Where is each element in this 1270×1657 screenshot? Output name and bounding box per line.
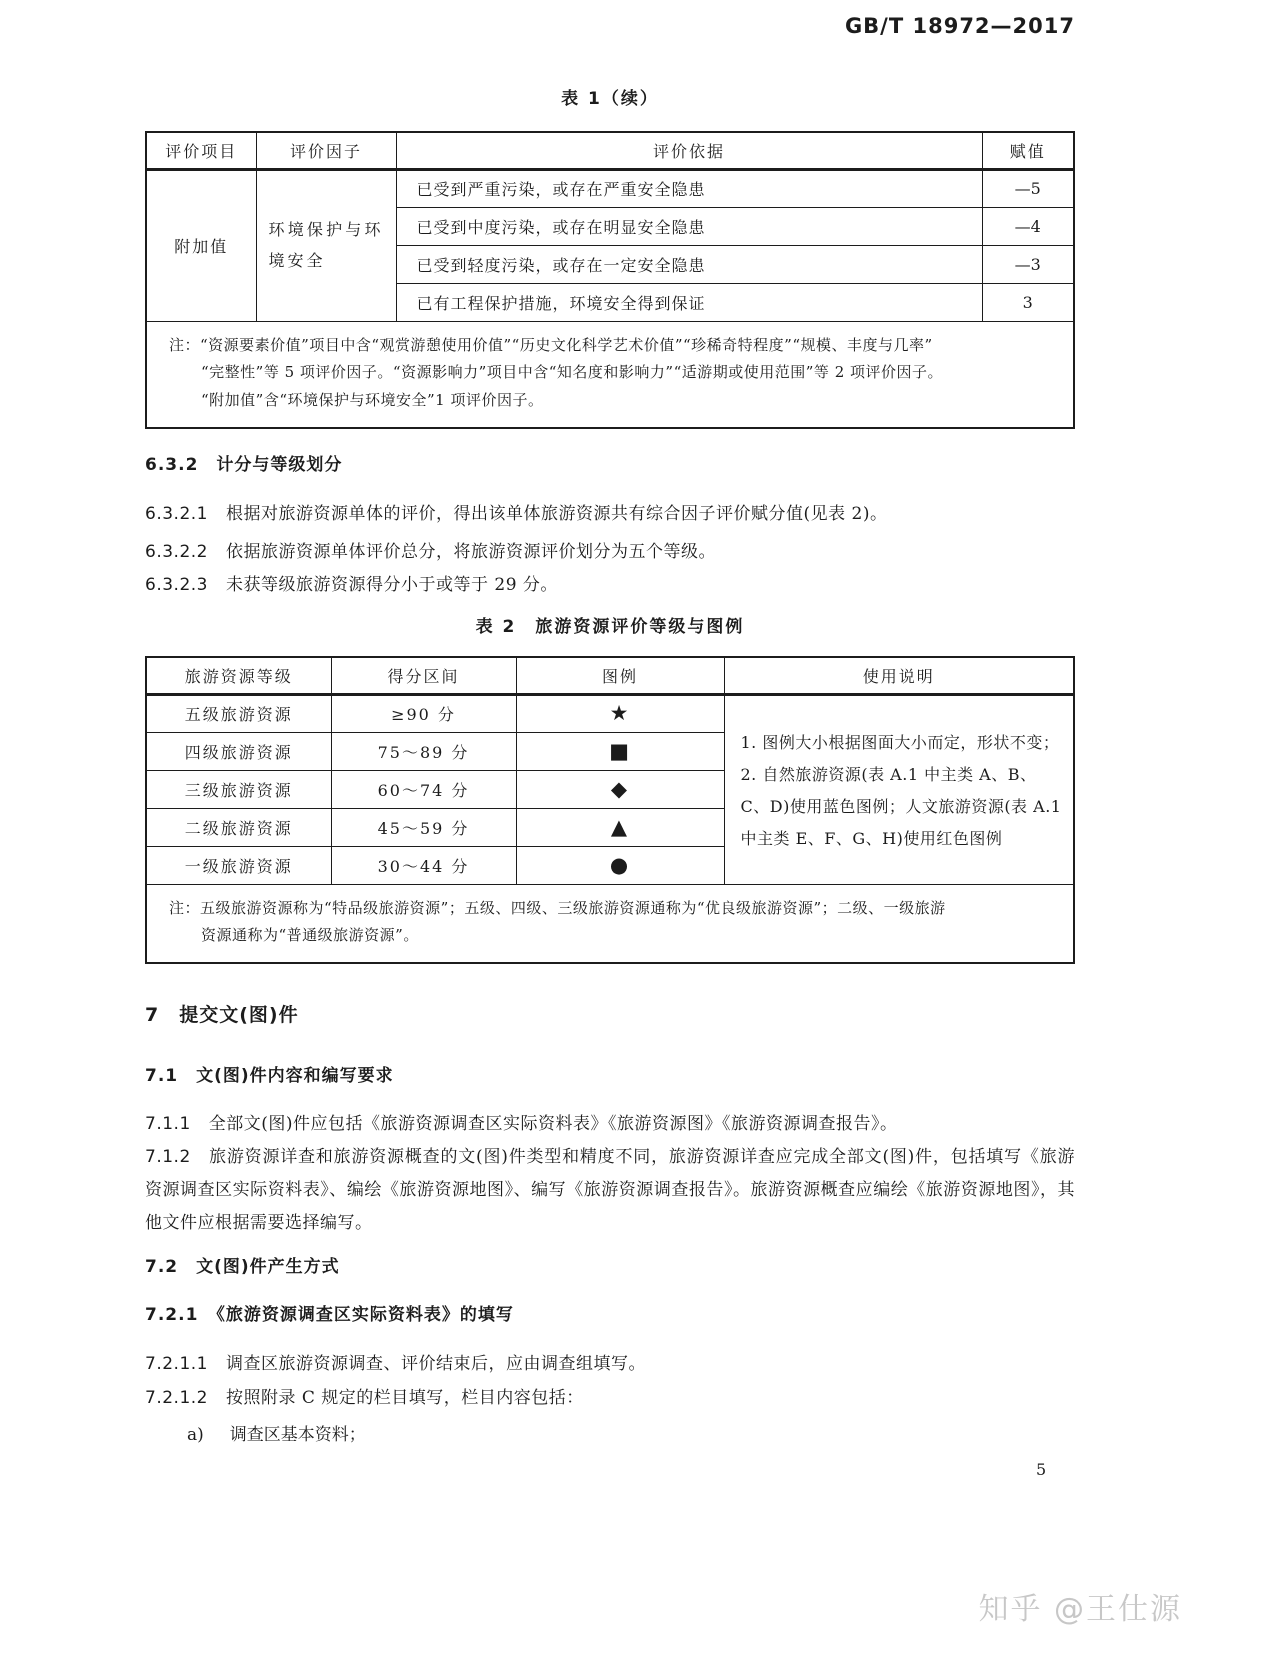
clause-text: 根据对旅游资源单体的评价，得出该单体旅游资源共有综合因子评价赋分值(见表 2)。 <box>225 504 888 524</box>
table1-header-value: 赋值 <box>982 132 1074 169</box>
table2-note-line: 注：五级旅游资源称为“特品级旅游资源”；五级、四级、三级旅游资源通称为“优良级旅游资源”；二级、一级旅游 <box>169 898 946 917</box>
table1-note <box>146 321 1074 428</box>
table2-header-level: 旅游资源等级 <box>146 657 331 694</box>
table1-title: 表 1（续） <box>561 89 659 109</box>
list-item-a <box>145 1420 1075 1445</box>
list-item-text: 调查区基本资料； <box>229 1425 366 1445</box>
clause-text: 全部文(图)件应包括《旅游资源调查区实际资料表》《旅游资源图》《旅游资源调查报告》。 <box>208 1114 898 1134</box>
document-number: GB/T 18972—2017 <box>844 14 1075 38</box>
table1-value-cell: —3 <box>982 245 1074 283</box>
table2-header-range: 得分区间 <box>331 657 516 694</box>
table1-basis-cell: 已受到严重污染，或存在严重安全隐患 <box>396 169 982 207</box>
page-number: 5 <box>1036 1460 1047 1479</box>
table1-note-line: “完整性”等 5 项评价因子。“资源影响力”项目中含“知名度和影响力”“适游期或使用范围”等 2 项评价因子。 <box>201 363 944 382</box>
clause-text: 调查区旅游资源调查、评价结束后，应由调查组填写。 <box>225 1354 646 1374</box>
table1-note-row <box>146 321 1074 428</box>
section-7-2-1-heading: 7.2.1 《旅游资源调查区实际资料表》的填写 <box>145 1305 514 1325</box>
clause-text: 依据旅游资源单体评价总分，将旅游资源评价划分为五个等级。 <box>225 542 716 562</box>
table2-range-cell: 75～89 分 <box>331 732 516 770</box>
table2-range-cell: 45～59 分 <box>331 808 516 846</box>
table2-range-cell: 30～44 分 <box>331 846 516 884</box>
table1-basis-cell: 已有工程保护措施，环境安全得到保证 <box>396 283 982 321</box>
section-7-1-heading: 7.1 文(图)件内容和编写要求 <box>145 1066 394 1086</box>
table1-note-line: 注：“资源要素价值”项目中含“观赏游憩使用价值”“历史文化科学艺术价值”“珍稀奇特程度”“规模、丰度与几率” <box>169 335 933 354</box>
table1-project-cell: 附加值 <box>146 169 256 321</box>
table1-basis-cell: 已受到中度污染，或存在明显安全隐患 <box>396 207 982 245</box>
clause-number: 7.1.1 <box>145 1114 191 1134</box>
table2-level-cell: 四级旅游资源 <box>146 732 331 770</box>
table-row <box>146 169 1074 207</box>
table2-level-cell: 二级旅游资源 <box>146 808 331 846</box>
clause-number: 6.3.2.2 <box>145 542 208 562</box>
usage-line: 1. 图例大小根据图面大小而定，形状不变； <box>740 732 1060 752</box>
section-7-heading: 7 提交文(图)件 <box>145 1004 299 1026</box>
clause-text: 旅游资源详查和旅游资源概查的文(图)件类型和精度不同，旅游资源详查应完成全部文(图)件，包括填写《旅游资源调查区实际资料表》、编绘《旅游资源地图》、编写《旅游资源调查报告》。旅游资源概查应编绘《旅游资源地图》，其他文件应根据需要选择编写。 <box>145 1147 1075 1234</box>
table2-header-usage: 使用说明 <box>724 657 1074 694</box>
table2-title: 表 2 旅游资源评价等级与图例 <box>475 617 745 637</box>
table1-header-project: 评价项目 <box>146 132 256 169</box>
table2-level-cell: 一级旅游资源 <box>146 846 331 884</box>
paragraph-7-2-1-1 <box>145 1348 1075 1381</box>
paragraph-6-3-2-1 <box>145 498 1075 531</box>
watermark: 知乎 @王仕源 <box>978 1592 1182 1627</box>
legend-triangle-icon: ▲ <box>516 808 724 846</box>
table1-value-cell: —5 <box>982 169 1074 207</box>
clause-number: 6.3.2.3 <box>145 575 208 595</box>
paragraph-7-1-1 <box>145 1108 1075 1141</box>
table2-note-row <box>146 884 1074 963</box>
table2-note <box>146 884 1074 963</box>
table1-header-factor: 评价因子 <box>256 132 396 169</box>
table1 <box>145 131 1075 429</box>
table2-usage-cell <box>724 694 1074 884</box>
legend-star-icon: ★ <box>516 694 724 732</box>
legend-square-icon: ■ <box>516 732 724 770</box>
section-6-3-2-heading: 6.3.2 计分与等级划分 <box>145 455 343 475</box>
clause-number: 7.1.2 <box>145 1147 191 1167</box>
legend-circle-icon: ● <box>516 846 724 884</box>
table2-note-line: 资源通称为“普通级旅游资源”。 <box>201 926 419 945</box>
clause-number: 7.2.1.2 <box>145 1388 208 1408</box>
paragraph-6-3-2-2 <box>145 536 1075 569</box>
table1-factor-cell: 环境保护与环境安全 <box>256 169 396 321</box>
clause-number: 7.2.1.1 <box>145 1354 208 1374</box>
table2-header-legend: 图例 <box>516 657 724 694</box>
paragraph-7-2-1-2 <box>145 1382 1075 1415</box>
table2-level-cell: 五级旅游资源 <box>146 694 331 732</box>
table2-range-cell: ≥90 分 <box>331 694 516 732</box>
table-row <box>146 694 1074 732</box>
paragraph-6-3-2-3 <box>145 569 1075 602</box>
table1-value-cell: 3 <box>982 283 1074 321</box>
clause-text: 按照附录 C 规定的栏目填写，栏目内容包括： <box>225 1388 584 1408</box>
usage-line: 2. 自然旅游资源(表 A.1 中主类 A、B、C、D)使用蓝色图例；人文旅游资源(表 A.1 中主类 E、F、G、H)使用红色图例 <box>740 764 1062 848</box>
clause-text: 未获等级旅游资源得分小于或等于 29 分。 <box>225 575 558 595</box>
list-marker: a) <box>187 1425 204 1445</box>
table1-basis-cell: 已受到轻度污染，或存在一定安全隐患 <box>396 245 982 283</box>
table2-level-cell: 三级旅游资源 <box>146 770 331 808</box>
clause-number: 6.3.2.1 <box>145 504 208 524</box>
table1-value-cell: —4 <box>982 207 1074 245</box>
table2 <box>145 656 1075 964</box>
table1-header-basis: 评价依据 <box>396 132 982 169</box>
table2-range-cell: 60～74 分 <box>331 770 516 808</box>
table1-note-line: “附加值”含“环境保护与环境安全”1 项评价因子。 <box>201 391 544 409</box>
paragraph-7-1-2 <box>145 1141 1075 1240</box>
section-7-2-heading: 7.2 文(图)件产生方式 <box>145 1257 340 1277</box>
legend-diamond-icon: ◆ <box>516 770 724 808</box>
